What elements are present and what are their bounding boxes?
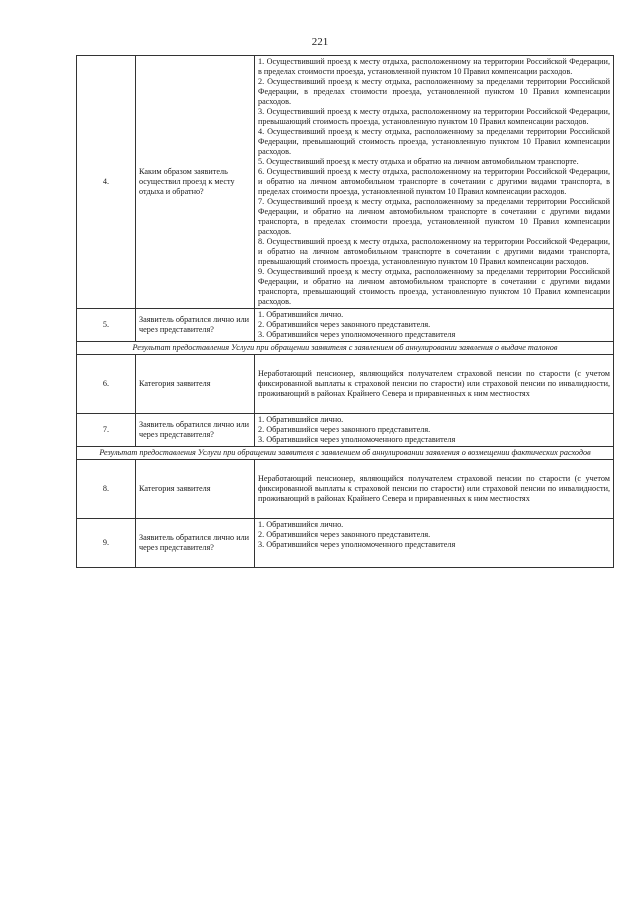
section-header-row — [77, 342, 614, 355]
answer-option: 1. Обратившийся лично. — [258, 415, 344, 424]
table-row — [77, 460, 614, 519]
row-number: 8. — [77, 460, 136, 519]
table-row — [77, 56, 614, 309]
row-answers — [255, 309, 614, 342]
table-row — [77, 414, 614, 447]
answer-option: 2. Обратившийся через законного представителя. — [258, 530, 431, 539]
section-heading: Результат предоставления Услуги при обращении заявителя с заявлением об аннулировании заявления о выдаче талонов — [77, 342, 614, 355]
section-header-row — [77, 447, 614, 460]
answer-option: 1. Осуществивший проезд к месту отдыха, расположенному на территории Российской Федерации, в пределах стоимости проезда, установленной пунктом 10 Правил компенсации расходов. — [258, 57, 610, 76]
table-row — [77, 519, 614, 568]
row-number: 7. — [77, 414, 136, 447]
table-row — [77, 355, 614, 414]
row-number: 9. — [77, 519, 136, 568]
row-question: Категория заявителя — [136, 460, 255, 519]
table-row — [77, 309, 614, 342]
document-table — [76, 55, 614, 568]
row-answers — [255, 414, 614, 447]
row-number: 4. — [77, 56, 136, 309]
answer-option: 3. Обратившийся через уполномоченного представителя — [258, 330, 456, 339]
row-answers — [255, 519, 614, 568]
answer-option: 2. Осуществивший проезд к месту отдыха, расположенному за пределами территории Российской Федерации, в пределах стоимости проезда, установленной пунктом 10 Правил компенсации расходов. — [258, 77, 610, 106]
row-question: Категория заявителя — [136, 355, 255, 414]
answer-option: 3. Обратившийся через уполномоченного представителя — [258, 540, 456, 549]
section-heading: Результат предоставления Услуги при обращении заявителя с заявлением об аннулировании заявления о возмещении фактических расходов — [77, 447, 614, 460]
row-question: Заявитель обратился лично или через представителя? — [136, 309, 255, 342]
answer-option: Неработающий пенсионер, являющийся получателем страховой пенсии по старости (с учетом фиксированной выплаты к страховой пенсии по старости) или страховой пенсии по инвалидности, проживающий в районах Крайнего Севера и приравненных к ним местностях — [258, 474, 610, 503]
row-question: Заявитель обратился лично или через представителя? — [136, 414, 255, 447]
answer-option: 7. Осуществивший проезд к месту отдыха, расположенному за пределами территории Российской Федерации, и обратно на личном автомобильном транспорте в сочетании с другими видами транспорта, в пределах стоимости проезда, установленной пунктом 10 Правил компенсации расходов. — [258, 197, 610, 236]
row-question: Каким образом заявитель осуществил проезд к месту отдыха и обратно? — [136, 56, 255, 309]
answer-option: 4. Осуществивший проезд к месту отдыха, расположенному за пределами территории Российской Федерации, превышающий стоимость проезда, установленную пунктом 10 Правил компенсации расходов. — [258, 127, 610, 156]
answer-option: 9. Осуществивший проезд к месту отдыха, расположенному за пределами территории Российской Федерации, и обратно на личном автомобильном транспорте в сочетании с другими видами транспорта, превышающий стоимость проезда, установленную пунктом 10 Правил компенсации расходов. — [258, 267, 610, 306]
row-number: 5. — [77, 309, 136, 342]
answer-option: 1. Обратившийся лично. — [258, 520, 344, 529]
answer-option: 3. Осуществивший проезд к месту отдыха, расположенному на территории Российской Федерации, превышающий стоимость проезда, установленную пунктом 10 Правил компенсации расходов. — [258, 107, 610, 126]
row-number: 6. — [77, 355, 136, 414]
page-number: 221 — [311, 36, 329, 48]
answer-option: 6. Осуществивший проезд к месту отдыха, расположенному на территории Российской Федерации, и обратно на личном автомобильном транспорте в сочетании с другими видами транспорта, в пределах стоимости проезда, установленной пунктом 10 Правил компенсации расходов. — [258, 167, 610, 196]
row-question: Заявитель обратился лично или через представителя? — [136, 519, 255, 568]
row-answers — [255, 56, 614, 309]
row-answers — [255, 355, 614, 414]
answer-option: 5. Осуществивший проезд к месту отдыха и обратно на личном автомобильном транспорте. — [258, 157, 579, 166]
row-answers — [255, 460, 614, 519]
answer-option: 2. Обратившийся через законного представителя. — [258, 320, 431, 329]
answer-option: 3. Обратившийся через уполномоченного представителя — [258, 435, 456, 444]
answer-option: 8. Осуществивший проезд к месту отдыха, расположенному на территории Российской Федерации, и обратно на личном автомобильном транспорте в сочетании с другими видами транспорта, превышающий стоимость проезда, установленную пунктом 10 Правил компенсации расходов. — [258, 237, 610, 266]
answer-option: 2. Обратившийся через законного представителя. — [258, 425, 431, 434]
answer-option: 1. Обратившийся лично. — [258, 310, 344, 319]
answer-option: Неработающий пенсионер, являющийся получателем страховой пенсии по старости (с учетом фиксированной выплаты к страховой пенсии по старости) или страховой пенсии по инвалидности, проживающий в районах Крайнего Севера и приравненных к ним местностях — [258, 369, 610, 398]
